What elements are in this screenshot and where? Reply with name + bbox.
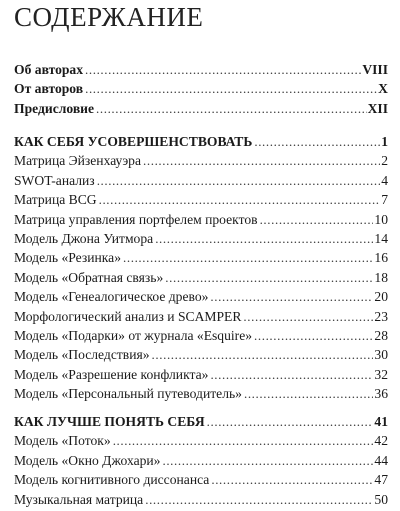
- toc-entry-page: 28: [374, 327, 388, 343]
- toc-entry-title: Модель «Подарки» от журнала «Esquire»: [14, 327, 253, 343]
- toc-entry-page: 14: [374, 230, 388, 246]
- toc-entry-page: 2: [381, 153, 388, 169]
- toc-leader-dots: [210, 289, 373, 305]
- toc-entry: [14, 347, 388, 366]
- toc-page: [14, 0, 388, 511]
- toc-leader-dots: [207, 414, 374, 430]
- toc-leader-dots: [99, 192, 381, 208]
- toc-entry-title: Модель «Генеалогическое древо»: [14, 289, 209, 305]
- toc-entry-title: Модель когнитивного диссонанса: [14, 472, 210, 488]
- toc-entry-title: Модель «Обратная связь»: [14, 269, 164, 285]
- toc-entry: [14, 231, 388, 250]
- toc-entry: [14, 309, 388, 328]
- toc-entry-title: Матрица Эйзенхауэра: [14, 153, 142, 169]
- toc-entry: [14, 386, 388, 405]
- toc-entry: [14, 433, 388, 452]
- toc-leader-dots: [243, 309, 373, 325]
- toc-leader-dots: [260, 212, 374, 228]
- part1-section: [14, 134, 388, 405]
- toc-entry-title: Морфологический анализ и SCAMPER: [14, 308, 242, 324]
- page-title: СОДЕРЖАНИЕ: [14, 2, 204, 32]
- part2-section: [14, 414, 388, 511]
- toc-entry-page: 10: [374, 211, 388, 227]
- toc-leader-dots: [113, 433, 374, 449]
- toc-leader-dots: [97, 173, 381, 189]
- toc-entry-title: Модель «Персональный путеводитель»: [14, 386, 242, 402]
- toc-entry-title: Об авторах: [14, 62, 84, 77]
- toc-leader-dots: [254, 328, 373, 344]
- toc-entry: [14, 81, 388, 100]
- toc-entry: [14, 367, 388, 386]
- toc-entry: [14, 492, 388, 511]
- toc-leader-dots: [211, 472, 373, 488]
- toc-leader-dots: [145, 492, 373, 508]
- toc-entry-title: Модель «Разрешение конфликта»: [14, 366, 209, 382]
- toc-entry: [14, 328, 388, 347]
- part-heading-title: КАК ЛУЧШЕ ПОНЯТЬ СЕБЯ: [14, 414, 205, 429]
- toc-leader-dots: [85, 62, 361, 78]
- part-heading-page: 1: [381, 134, 388, 149]
- toc-entry-title: Матрица BCG: [14, 192, 97, 208]
- toc-entry-page: VIII: [362, 62, 388, 77]
- toc-entry: [14, 289, 388, 308]
- front-matter-list: [14, 62, 388, 120]
- toc-entry-page: 20: [374, 289, 388, 305]
- toc-entry-title: Модель «Резинка»: [14, 250, 122, 266]
- part-heading: [14, 414, 388, 433]
- toc-entry: [14, 192, 388, 211]
- toc-leader-dots: [152, 347, 374, 363]
- toc-entry-title: Модель «Поток»: [14, 433, 111, 449]
- toc-entry-page: 30: [374, 347, 388, 363]
- toc-leader-dots: [165, 270, 373, 286]
- toc-entry: [14, 101, 388, 120]
- toc-leader-dots: [210, 367, 373, 383]
- part-heading-title: КАК СЕБЯ УСОВЕРШЕНСТВОВАТЬ: [14, 134, 253, 149]
- toc-entry-title: Музыкальная матрица: [14, 491, 144, 507]
- toc-leader-dots: [96, 101, 367, 117]
- toc-entry: [14, 212, 388, 231]
- toc-entry-title: От авторов: [14, 81, 84, 97]
- toc-leader-dots: [162, 453, 373, 469]
- toc-leader-dots: [254, 134, 380, 150]
- toc-leader-dots: [244, 386, 373, 402]
- toc-entry-page: 16: [374, 250, 388, 266]
- toc-entry-page: 50: [374, 491, 388, 507]
- toc-entry-title: SWOT-анализ: [14, 172, 95, 188]
- toc-entry-page: 32: [374, 366, 388, 382]
- toc-entry-title: Предисловие: [14, 100, 95, 116]
- toc-entry-page: 42: [374, 433, 388, 449]
- toc-entry: [14, 472, 388, 491]
- toc-entry-page: 36: [374, 386, 388, 402]
- toc-entry: [14, 270, 388, 289]
- toc-entry-page: X: [378, 81, 388, 97]
- toc-leader-dots: [123, 250, 373, 266]
- toc-entry-page: 44: [374, 452, 388, 468]
- toc-leader-dots: [143, 153, 380, 169]
- toc-entry-title: Модель «Последствия»: [14, 347, 150, 363]
- toc-entry: [14, 173, 388, 192]
- toc-entry-title: Модель «Окно Джохари»: [14, 452, 161, 468]
- toc-entry: [14, 250, 388, 269]
- toc-entry-page: 47: [374, 472, 388, 488]
- toc-entry: [14, 453, 388, 472]
- toc-entry-title: Матрица управления портфелем проектов: [14, 211, 258, 227]
- toc-entry-page: 4: [381, 172, 388, 188]
- toc-entry: [14, 153, 388, 172]
- part-heading: [14, 134, 388, 153]
- toc-entry-page: 23: [374, 308, 388, 324]
- toc-leader-dots: [155, 231, 373, 247]
- toc-entry-page: XII: [367, 100, 388, 116]
- toc-entry-title: Модель Джона Уитмора: [14, 230, 154, 246]
- toc-entry-page: 7: [381, 192, 388, 208]
- toc-entry: [14, 62, 388, 81]
- part-heading-page: 41: [374, 414, 388, 429]
- toc-entry-page: 18: [374, 269, 388, 285]
- toc-leader-dots: [85, 81, 377, 97]
